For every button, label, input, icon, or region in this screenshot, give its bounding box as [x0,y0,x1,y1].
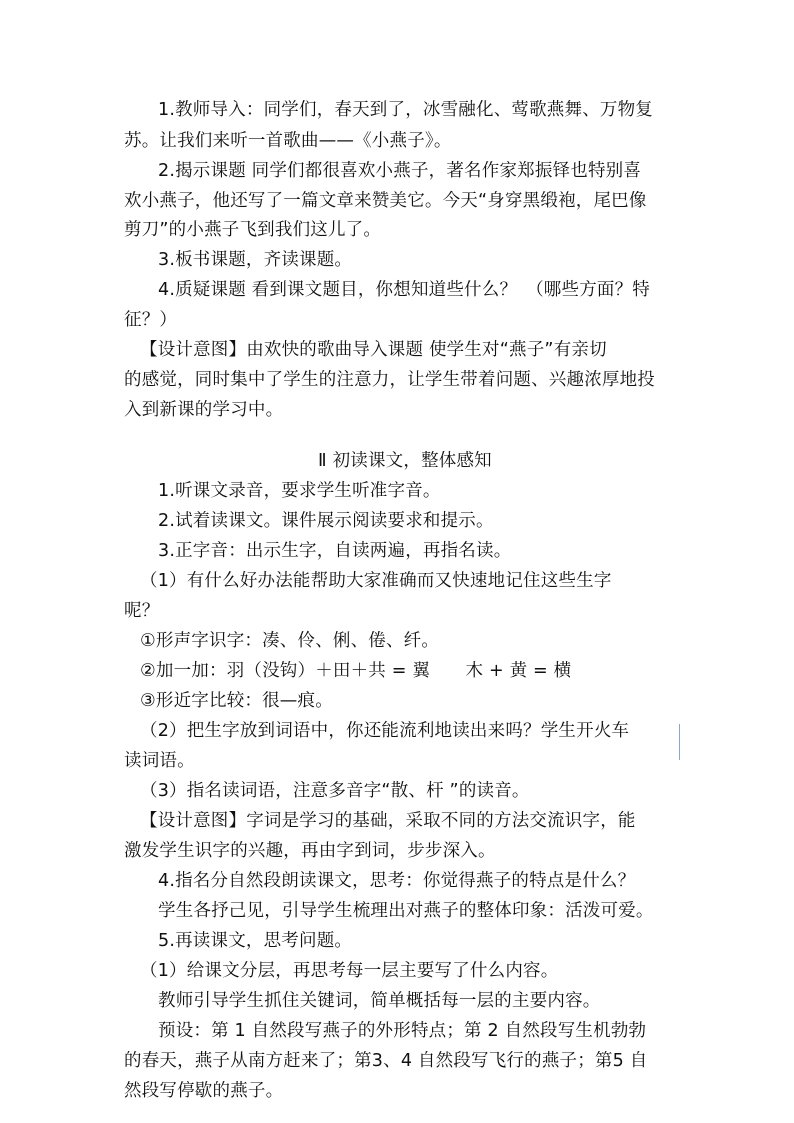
paragraph-line: ③形近字比较：很—痕。 [140,691,333,711]
paragraph-line: 欢小燕子，他还写了一篇文章来赞美它。今天“身穿黑缎袍，尾巴像 [124,191,647,211]
design-intent-line: 【设计意图】字词是学习的基础，采取不同的方法交流识字，能 [140,811,636,831]
paragraph-line: 剪刀”的小燕子飞到我们这儿了。 [124,220,382,240]
paragraph-line: （3）指名读词语，注意多音字“散、杆 ”的读音。 [140,781,530,801]
paragraph-line: 3.板书课题，齐读课题。 [158,250,353,270]
paragraph-line: 征？） [124,310,178,330]
paragraph-line: 1.教师导入：同学们，春天到了，冰雪融化、莺歌燕舞、万物复 [158,100,653,120]
paragraph-line: 1.听课文录音，要求学生听准字音。 [158,481,441,501]
paragraph-line: 教师引导学生抓住关键词，简单概括每一层的主要内容。 [158,991,601,1011]
paragraph-line: 读词语。 [124,751,195,771]
paragraph-line: 学生各抒己见，引导学生梳理出对燕子的整体印象：活泼可爱。 [158,901,654,921]
design-intent-line: 入到新课的学习中。 [124,400,284,420]
design-intent-line: 的感觉，同时集中了学生的注意力，让学生带着问题、兴趣浓厚地投 [124,370,655,390]
paragraph-line: 的春天，燕子从南方赶来了；第3、4 自然段写飞行的燕子；第5 自 [124,1051,648,1071]
paragraph-line: 呢？ [124,601,160,621]
paragraph-line: （2）把生字放到词语中，你还能流利地读出来吗？学生开火车 [140,721,630,741]
paragraph-line: 3.正字音：出示生字，自读两遍，再指名读。 [158,541,512,561]
section-heading: Ⅱ 初读课文，整体感知 [318,451,492,471]
design-intent-line: 激发学生识字的兴趣，再由字到词，步步深入。 [124,841,496,861]
paragraph-line: （1）有什么好办法能帮助大家准确而又快速地记住这些生字 [140,571,612,591]
design-intent-line: 【设计意图】由欢快的歌曲导入课题 使学生对“燕子”有亲切 [140,340,607,360]
paragraph-line: （1）给课文分层，再思考每一层主要写了什么内容。 [140,961,559,981]
paragraph-line: 4.指名分自然段朗读课文，思考：你觉得燕子的特点是什么？ [158,871,636,891]
paragraph-line: 然段写停歇的燕子。 [124,1081,284,1101]
paragraph-line: 2.揭示课题 同学们都很喜欢小燕子，著名作家郑振铎也特别喜 [158,161,642,181]
paragraph-line: ①形声字识字：凑、伶、俐、倦、纤。 [140,631,440,651]
paragraph-line: ②加一加：羽（没钩）＋田＋共 = 翼 木 + 黄 = 横 [140,661,572,681]
paragraph-line: 4.质疑课题 看到课文题目，你想知道些什么？ （哪些方面？特 [158,280,651,300]
text-cursor [679,724,680,760]
paragraph-line: 5.再读课文，思考问题。 [158,931,353,951]
paragraph-line: 预设：第 1 自然段写燕子的外形特点；第 2 自然段写生机勃勃 [158,1021,647,1041]
paragraph-line: 苏。让我们来听一首歌曲——《小燕子》。 [124,131,452,151]
paragraph-line: 2.试着读课文。课件展示阅读要求和提示。 [158,511,494,531]
